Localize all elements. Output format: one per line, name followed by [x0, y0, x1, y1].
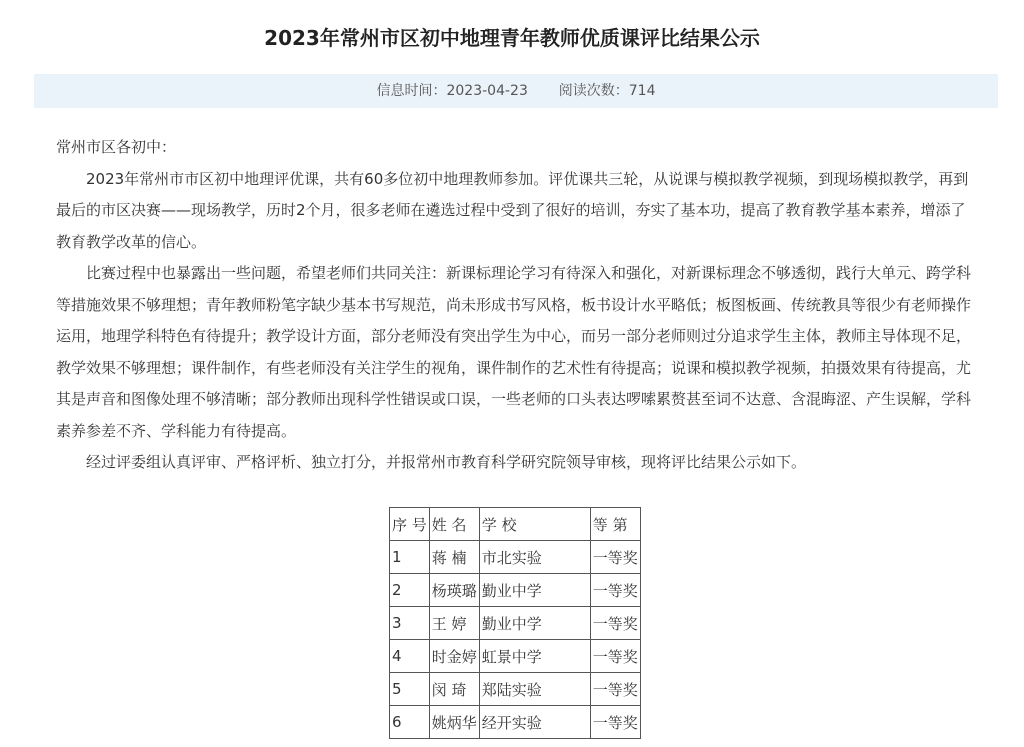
cell-school: 勤业中学: [479, 607, 590, 640]
header-school: 学 校: [479, 508, 590, 541]
paragraph-issues: 比赛过程中也暴露出一些问题，希望老师们共同关注：新课标理论学习有待深入和强化，对新课标理念不够透彻，践行大单元、跨学科等措施效果不够理想；青年教师粉笔字缺少基本书写规范，尚未形成书写风格，板书设计水平略低；板图板画、传统教具等很少有老师操作运用，地理学科特色有待提升；教学设计方面，部分老师没有突出学生为中心，而另一部分老师则过分追求学生主体，教师主导体现不足，教学效果不够理想；课件制作，有些老师没有关注学生的视角，课件制作的艺术性有待提高；说课和模拟教学视频，拍摄效果有待提高，尤其是声音和图像处理不够清晰；部分教师出现科学性错误或口误，一些老师的口头表达啰嗦累赘甚至词不达意、含混晦涩、产生误解，学科素养参差不齐、学科能力有待提高。: [56, 264, 972, 440]
table-row: [390, 706, 641, 739]
cell-serial: 4: [390, 640, 430, 673]
cell-serial: 2: [390, 574, 430, 607]
cell-name: 杨瑛璐: [429, 574, 479, 607]
cell-serial: 1: [390, 541, 430, 574]
read-count-value: 714: [628, 83, 656, 99]
cell-name: 闵 琦: [429, 673, 479, 706]
publish-time-value: 2023-04-23: [446, 83, 528, 99]
table-row: [390, 640, 641, 673]
cell-serial: 6: [390, 706, 430, 739]
results-table: [389, 507, 641, 739]
cell-award: 一等奖: [590, 574, 640, 607]
cell-award: 一等奖: [590, 541, 640, 574]
cell-award: 一等奖: [590, 607, 640, 640]
article-body: [56, 132, 974, 479]
cell-school: 勤业中学: [479, 574, 590, 607]
cell-name: 蒋 楠: [429, 541, 479, 574]
read-count-label: 阅读次数：: [558, 83, 629, 99]
cell-school: 经开实验: [479, 706, 590, 739]
table-row: [390, 574, 641, 607]
table-row: [390, 541, 641, 574]
cell-award: 一等奖: [590, 673, 640, 706]
cell-serial: 5: [390, 673, 430, 706]
paragraph-announcement: 经过评委组认真评审、严格评析、独立打分，并报常州市教育科学研究院领导审核，现将评比结果公示如下。: [86, 453, 807, 471]
cell-name: 王 婷: [429, 607, 479, 640]
cell-school: 虹景中学: [479, 640, 590, 673]
publish-time-label: 信息时间：: [376, 83, 447, 99]
table-header-row: [390, 508, 641, 541]
paragraph-intro: 2023年常州市市区初中地理评优课，共有60多位初中地理教师参加。评优课共三轮，从说课与模拟教学视频，到现场模拟教学，再到最后的市区决赛——现场教学，历时2个月，很多老师在遴选过程中受到了很好的培训，夯实了基本功，提高了教育教学基本素养，增添了教育教学改革的信心。: [56, 169, 969, 251]
cell-name: 时金婷: [429, 640, 479, 673]
cell-name: 姚炳华: [429, 706, 479, 739]
header-serial: 序 号: [390, 508, 430, 541]
cell-award: 一等奖: [590, 640, 640, 673]
salutation: 常州市区各初中：: [56, 138, 177, 156]
cell-award: 一等奖: [590, 706, 640, 739]
header-award: 等 第: [590, 508, 640, 541]
cell-school: 市北实验: [479, 541, 590, 574]
header-name: 姓 名: [429, 508, 479, 541]
cell-serial: 3: [390, 607, 430, 640]
cell-school: 郑陆实验: [479, 673, 590, 706]
table-row: [390, 607, 641, 640]
article-info-bar: [34, 74, 998, 108]
article-title: 2023年常州市区初中地理青年教师优质课评比结果公示: [264, 26, 760, 50]
table-row: [390, 673, 641, 706]
